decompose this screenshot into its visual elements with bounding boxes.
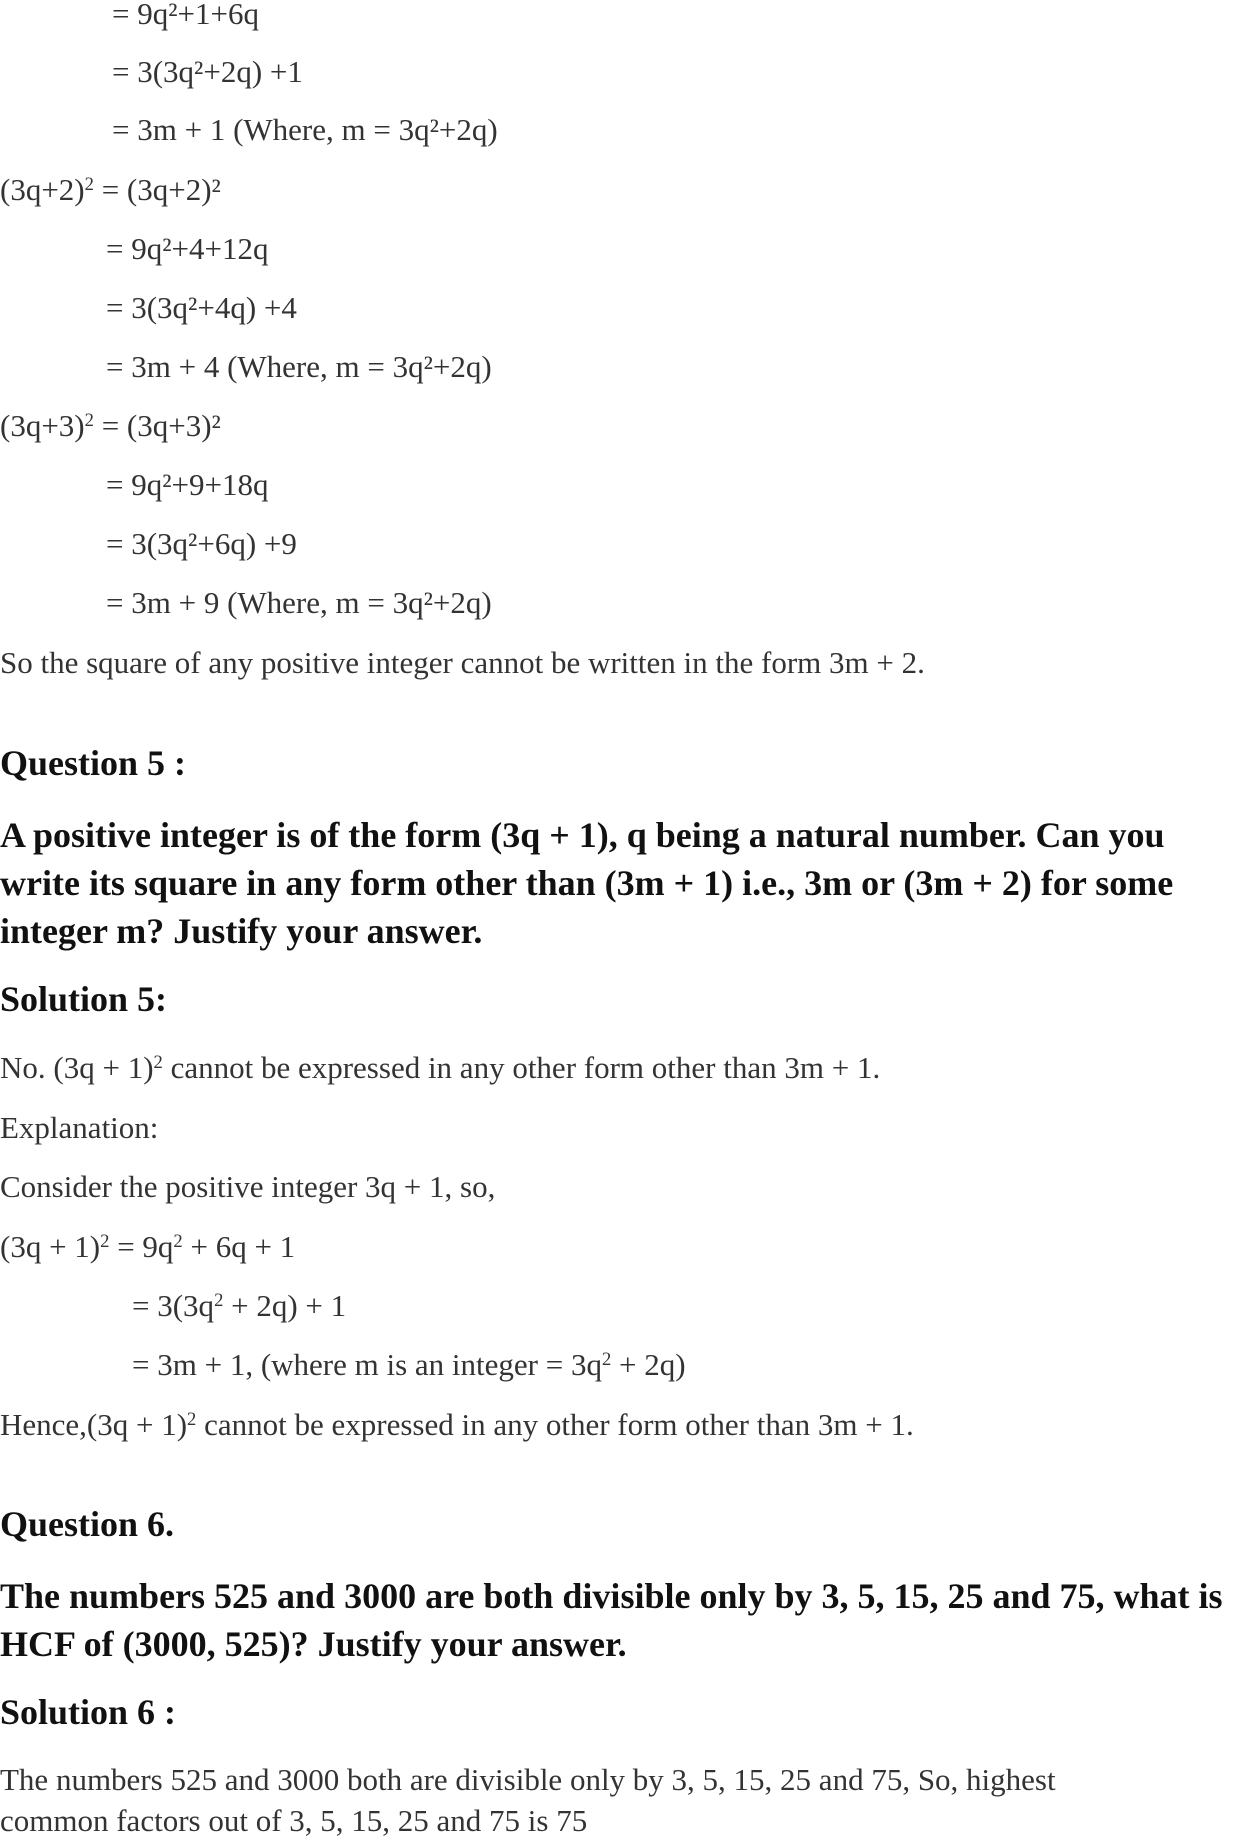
q4-step-b1: = 9q²+4+12q (106, 231, 269, 266)
q5-solution-line-4: $(3q + 1)^2 = 9q^2 + 6q + 1$ (0, 1229, 296, 1264)
q4-step-a2: = 3(3q²+2q) +1 (112, 54, 303, 89)
q4-step-a3: = 3m + 1 (Where, m = 3q²+2q) (112, 112, 498, 147)
q4-step-c1: = 9q²+9+18q (106, 467, 269, 502)
q5-solution-line-7: Hence,(3q + 1)$^2$ cannot be expressed in any other form other than 3m + 1. (0, 1407, 914, 1442)
q6-heading: Question 6. (0, 1504, 175, 1544)
q4-conclusion: So the square of any positive integer cannot be written in the form 3m + 2. (0, 645, 925, 680)
q4-step-b0: $(3q+2)^2 = (3q+2)^2$ (0, 172, 221, 207)
q5-question: A positive integer is of the form (3q + 1), q being a natural number. Can you write its square in any form other than (3m + 1) i.e., 3m or (3m + 2) for some integer m? Justify your answer. (0, 815, 1174, 951)
q4-step-c3: = 3m + 9 (Where, m = 3q²+2q) (106, 585, 492, 620)
q4-step-c0: $(3q+3)^2 = (3q+3)^2$ (0, 408, 221, 443)
q6-solution-heading: Solution 6 : (0, 1692, 177, 1732)
q5-solution-line-6: = 3m + 1, (where m is an integer = $3q^2 + 2q$) (132, 1347, 686, 1382)
q5-solution-line-5: = $3(3q^2 + 2q) + 1$ (132, 1288, 347, 1323)
q4-step-a1: = 9q²+1+6q (112, 0, 259, 31)
q6-solution-line-2: common factors out of 3, 5, 15, 25 and 75 is 75 (0, 1803, 588, 1838)
q6-question: The numbers 525 and 3000 are both divisible only by 3, 5, 15, 25 and 75, what is HCF of (3000, 525)? Justify your answer. (0, 1576, 1223, 1664)
q4-step-c2: = 3(3q²+6q) +9 (106, 526, 297, 561)
q5-solution-line-3: Consider the positive integer 3q + 1, so, (0, 1169, 496, 1204)
q5-solution-line-2: Explanation: (0, 1110, 159, 1145)
q5-solution-heading: Solution 5: (0, 979, 168, 1019)
q5-solution-line-1: No. $(3q + 1)^2$ cannot be expressed in any other form other than 3m + 1. (0, 1050, 881, 1085)
q6-solution-line-1: The numbers 525 and 3000 both are divisible only by 3, 5, 15, 25 and 75, So, highest (0, 1762, 1056, 1797)
q4-step-b3: = 3m + 4 (Where, m = 3q²+2q) (106, 349, 492, 384)
q4-step-b2: = 3(3q²+4q) +4 (106, 290, 297, 325)
q5-heading: Question 5 : (0, 743, 187, 783)
